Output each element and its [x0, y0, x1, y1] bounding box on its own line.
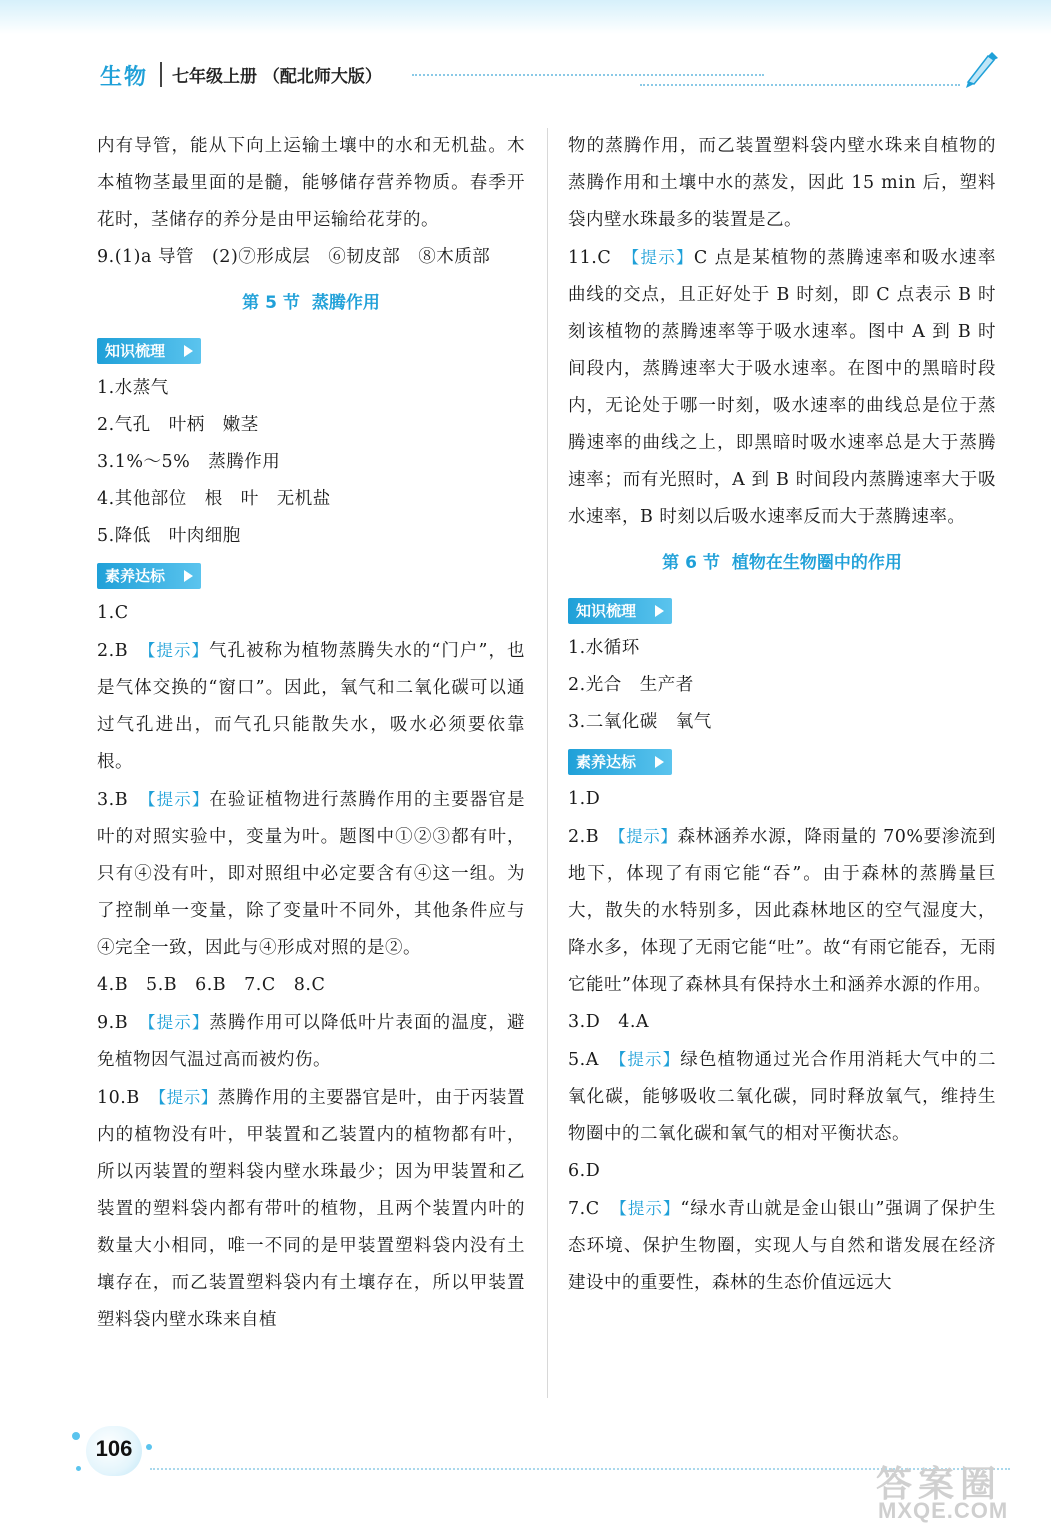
answer-item: [568, 818, 996, 1004]
hint-label: 【提示】: [618, 1199, 681, 1218]
watermark-text: 答案圈: [876, 1463, 1003, 1504]
answer-explanation: 蒸腾作用的主要器官是叶，由于丙装置内的植物没有叶，甲装置和乙装置内的植物都有叶，所以丙装置的塑料袋内壁水珠最少；因为甲装置和乙装置的塑料袋内都有带叶的植物，且两个装置内叶的数量大小相同，唯一不同的是甲装置塑料袋内没有土壤存在，而乙装置塑料袋内有土壤存在，所以甲装置塑料袋内壁水珠来自植: [97, 1088, 525, 1330]
watermark-url: MXQE.COM: [878, 1498, 1009, 1523]
answer-explanation: “绿水青山就是金山银山”强调了保护生态环境、保护生物圈，实现人与自然和谐发展在经济建设中的重要性，森林的生态价值远远大: [568, 1199, 996, 1293]
answer-item: [97, 1004, 525, 1079]
continued-answer: 物的蒸腾作用，而乙装置塑料袋内壁水珠来自植物的蒸腾作用和土壤中水的蒸发，因此 15 min 后，塑料袋内壁水珠最多的装置是乙。: [568, 136, 996, 230]
triangle-right-icon: [184, 570, 193, 582]
grade-label: 七年级上册 （配北师大版）: [160, 62, 382, 87]
answer-9-prev: 9.(1)a 导管 (2)⑦形成层 ⑥韧皮部 ⑧木质部: [97, 247, 491, 267]
decorative-dot: [76, 1466, 81, 1471]
answer-explanation: 森林涵养水源，降雨量的 70%要渗流到地下，体现了有雨它能“吞”。由于森林的蒸腾量巨大，散失的水特别多，因此森林地区的空气湿度大，降水多，体现了无雨它能“吐”。故“有雨它能吞，无雨它能吐”体现了森林具有保持水土和涵养水源的作用。: [568, 827, 996, 995]
answer-item: [568, 239, 996, 536]
hint-label: 【提示】: [147, 790, 210, 809]
answer-key: 10.B: [97, 1088, 158, 1108]
knowledge-tag-label: 知识梳理: [105, 342, 166, 360]
hint-label: 【提示】: [157, 1088, 218, 1107]
subject-label: 生物: [100, 65, 149, 90]
answer-key: 11.C: [568, 248, 631, 268]
answer-explanation: 蒸腾作用可以降低叶片表面的温度，避免植物因气温过高而被灼伤。: [97, 1013, 526, 1070]
practice-tag-label: 素养达标: [105, 567, 166, 585]
section-5-number: 第 5 节: [242, 293, 300, 313]
triangle-right-icon: [655, 756, 664, 768]
answer-item: [568, 1190, 996, 1302]
section-6-title: [568, 536, 996, 590]
header-dotted-line: [412, 74, 764, 76]
header-dotted-line-lower: [640, 84, 960, 86]
knowledge-item: 1.水循环: [568, 638, 640, 658]
answer-key: 3.B: [97, 790, 148, 810]
knowledge-item: 3.1%～5% 蒸腾作用: [97, 452, 281, 472]
answer-explanation: C 点是某植物的蒸腾速率和吸水速率曲线的交点，且正好处于 B 时刻，即 C 点表示 B 时刻该植物的蒸腾速率等于吸水速率。图中 A 到 B 时间段内，蒸腾速率大于吸水速率。在图中的黑暗时段内，无论处于哪一时刻，吸水速率的曲线总是位于蒸腾速率的曲线之上，即黑暗时吸水速率总是大于蒸腾速率；而有光照时，A 到 B 时间段内蒸腾速率大于吸水速率，B 时刻以后吸水速率反而大于蒸腾速率。: [568, 248, 996, 527]
decorative-dot: [146, 1444, 152, 1450]
section-6-name: 植物在生物圈中的作用: [731, 553, 902, 573]
answer-explanation: 绿色植物通过光合作用消耗大气中的二氧化碳，能够吸收二氧化碳，同时释放氧气，维持生物圈中的二氧化碳和氧气的相对平衡状态。: [568, 1050, 996, 1144]
triangle-right-icon: [655, 605, 664, 617]
answer-item: 3.D 4.A: [568, 1012, 650, 1032]
page-number-badge: [82, 1426, 146, 1476]
knowledge-item: 2.光合 生产者: [568, 675, 694, 695]
decorative-dot: [72, 1432, 80, 1440]
answer-explanation: 在验证植物进行蒸腾作用的主要器官是叶的对照实验中，变量为叶。题图中①②③都有叶，只有④没有叶，即对照组中必定要含有④这一组。为了控制单一变量，除了变量叶不同外，其他条件应与④完全一致，因此与④形成对照的是②。: [97, 790, 526, 958]
answer-item: [97, 632, 525, 781]
answer-key: 9.B: [97, 1013, 148, 1033]
practice-tag: [568, 749, 672, 775]
hint-label: 【提示】: [630, 248, 694, 267]
section-5-title: [97, 276, 525, 330]
knowledge-tag-label: 知识梳理: [576, 602, 637, 620]
page-header: [100, 58, 1000, 94]
watermark-logo: [870, 1456, 1030, 1526]
answer-key: 7.C: [568, 1199, 619, 1219]
column-divider: [547, 128, 548, 1398]
knowledge-tag: [568, 598, 672, 624]
knowledge-item: 2.气孔 叶柄 嫩茎: [97, 415, 259, 435]
hint-label: 【提示】: [147, 641, 210, 660]
answer-key: 5.A: [568, 1050, 619, 1070]
answer-key: 2.B: [568, 827, 618, 847]
answer-item: 4.B 5.B 6.B 7.C 8.C: [97, 975, 326, 995]
answer-item: 1.D: [568, 789, 601, 809]
answer-explanation: 气孔被称为植物蒸腾失水的“门户”，也是气体交换的“窗口”。因此，氧气和二氧化碳可以通过气孔进出，而气孔只能散失水，吸水必须要依靠根。: [97, 641, 525, 772]
answer-item: [97, 781, 525, 967]
section-5-name: 蒸腾作用: [311, 293, 380, 313]
pen-icon: [960, 50, 1000, 90]
triangle-right-icon: [184, 345, 193, 357]
answer-item: 1.C: [97, 603, 129, 623]
knowledge-item: 1.水蒸气: [97, 378, 169, 398]
practice-tag-label: 素养达标: [576, 753, 637, 771]
page-number: 106: [95, 1436, 133, 1461]
answer-item: 6.D: [568, 1161, 601, 1181]
continued-answer: 内有导管，能从下向上运输土壤中的水和无机盐。木本植物茎最里面的是髓，能够储存营养物质。春季开花时，茎储存的养分是由甲运输给花芽的。: [97, 136, 525, 230]
hint-label: 【提示】: [618, 1050, 681, 1069]
answer-key: 2.B: [97, 641, 148, 661]
hint-label: 【提示】: [617, 827, 678, 846]
knowledge-item: 5.降低 叶肉细胞: [97, 526, 241, 546]
section-6-number: 第 6 节: [662, 553, 720, 573]
knowledge-tag: [97, 338, 201, 364]
practice-tag: [97, 563, 201, 589]
left-column: [97, 128, 525, 1339]
answer-item: [568, 1041, 996, 1153]
top-gradient-band: [0, 0, 1051, 34]
answer-item: [97, 1079, 525, 1339]
knowledge-item: 4.其他部位 根 叶 无机盐: [97, 489, 331, 509]
knowledge-item: 3.二氧化碳 氧气: [568, 712, 712, 732]
right-column: [568, 128, 996, 1302]
hint-label: 【提示】: [147, 1013, 210, 1032]
